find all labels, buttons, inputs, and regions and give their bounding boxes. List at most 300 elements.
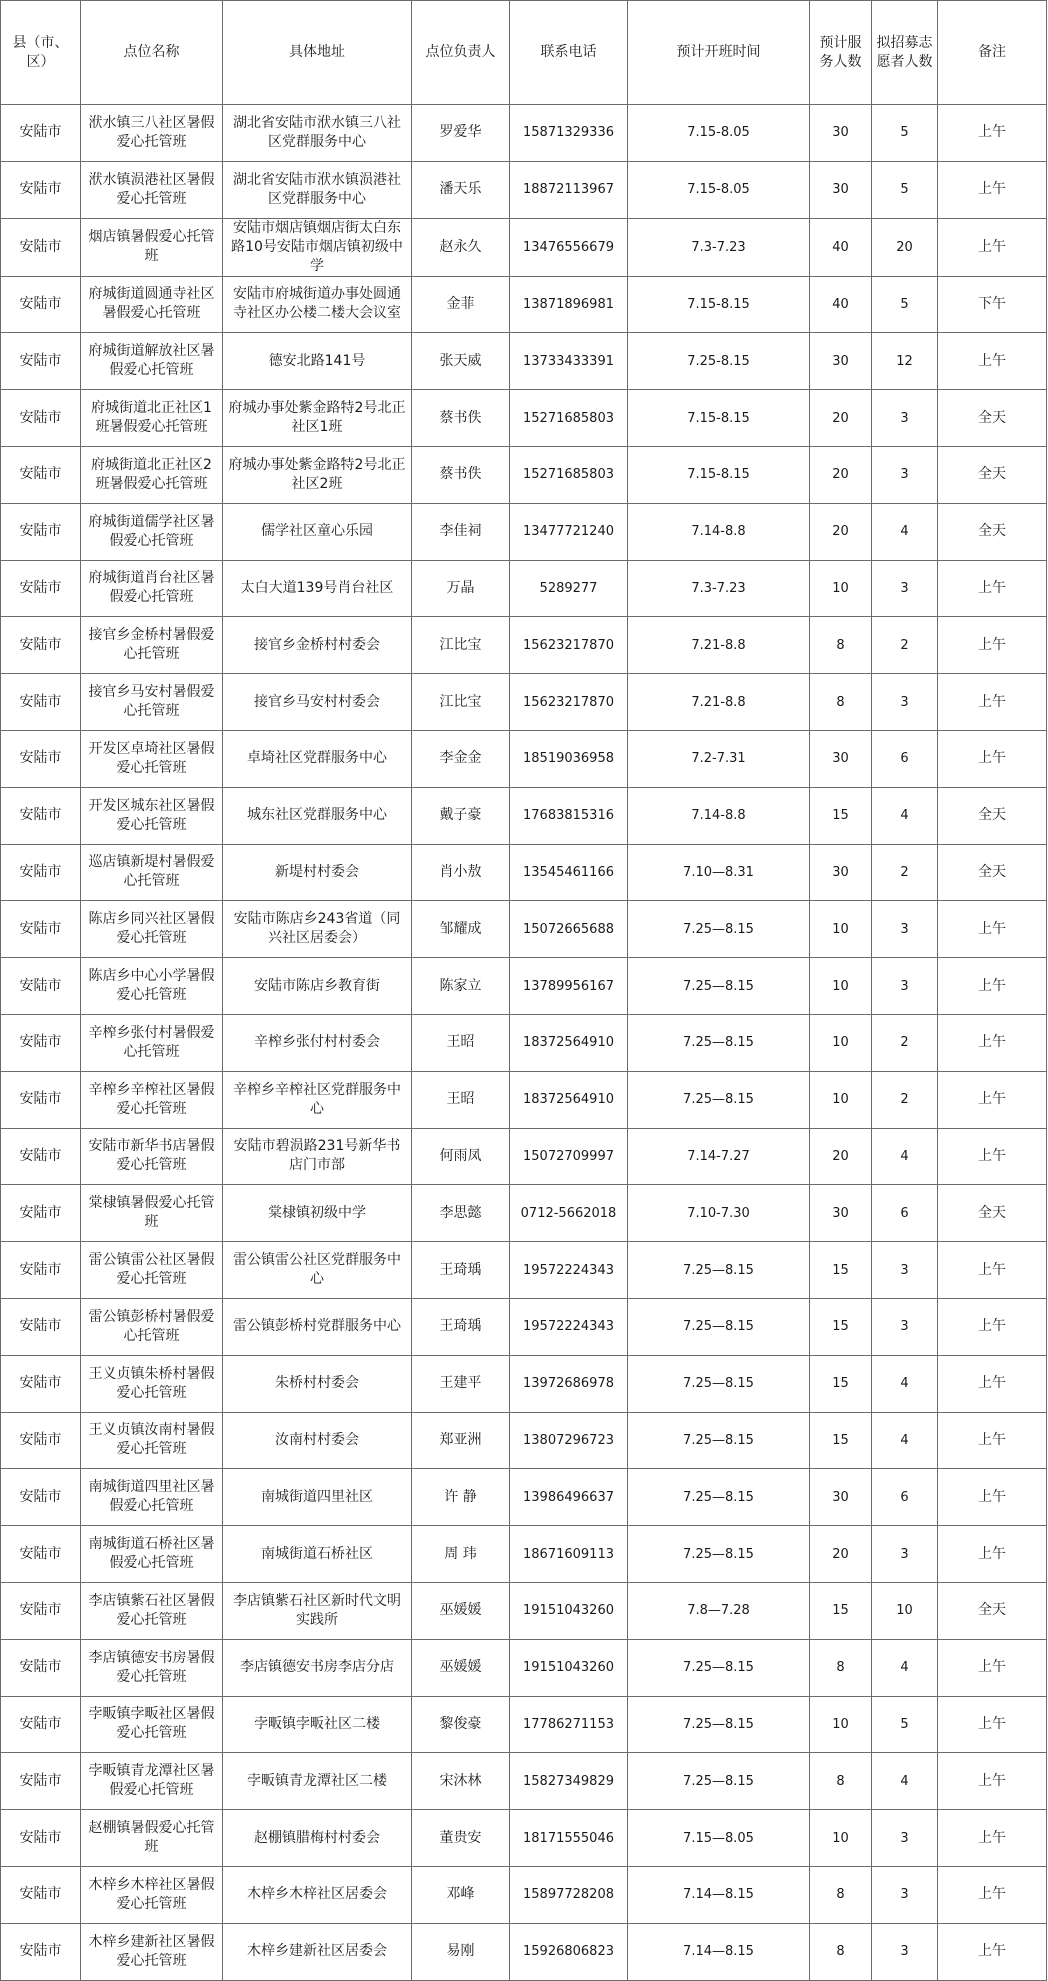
site-name-cell: 陈店乡同兴社区暑假爱心托管班 bbox=[81, 901, 223, 958]
address-cell: 安陆市陈店乡243省道（同兴社区居委会） bbox=[223, 901, 412, 958]
address-cell: 木梓乡建新社区居委会 bbox=[223, 1923, 412, 1980]
start-time-cell: 7.25-8.15 bbox=[628, 333, 810, 390]
contact-person-cell: 宋沐林 bbox=[412, 1753, 510, 1810]
phone-cell: 0712-5662018 bbox=[510, 1185, 628, 1242]
contact-person-cell: 罗爱华 bbox=[412, 105, 510, 162]
start-time-cell: 7.25—8.15 bbox=[628, 1071, 810, 1128]
site-name-cell: 棠棣镇暑假爱心托管班 bbox=[81, 1185, 223, 1242]
remarks-cell: 上午 bbox=[938, 674, 1047, 731]
phone-cell: 13477721240 bbox=[510, 503, 628, 560]
phone-cell: 13545461166 bbox=[510, 844, 628, 901]
table-row bbox=[1, 958, 1047, 1015]
address-cell: 辛榨乡辛榨社区党群服务中心 bbox=[223, 1071, 412, 1128]
site-name-cell: 辛榨乡辛榨社区暑假爱心托管班 bbox=[81, 1071, 223, 1128]
county-cell: 安陆市 bbox=[1, 1014, 81, 1071]
service-count-cell: 10 bbox=[810, 1071, 872, 1128]
volunteer-count-cell: 5 bbox=[872, 105, 938, 162]
volunteer-count-cell: 4 bbox=[872, 1355, 938, 1412]
table-row bbox=[1, 333, 1047, 390]
remarks-cell: 上午 bbox=[938, 1298, 1047, 1355]
phone-cell: 13733433391 bbox=[510, 333, 628, 390]
site-name-cell: 洑水镇三八社区暑假爱心托管班 bbox=[81, 105, 223, 162]
county-cell: 安陆市 bbox=[1, 1412, 81, 1469]
site-name-cell: 南城街道四里社区暑假爱心托管班 bbox=[81, 1469, 223, 1526]
county-cell: 安陆市 bbox=[1, 730, 81, 787]
start-time-cell: 7.14-7.27 bbox=[628, 1128, 810, 1185]
site-name-cell: 赵棚镇暑假爱心托管班 bbox=[81, 1810, 223, 1867]
start-time-cell: 7.25—8.15 bbox=[628, 1412, 810, 1469]
remarks-cell: 上午 bbox=[938, 560, 1047, 617]
phone-cell: 19572224343 bbox=[510, 1242, 628, 1299]
header-service-count: 预计服务人数 bbox=[810, 1, 872, 105]
county-cell: 安陆市 bbox=[1, 1810, 81, 1867]
start-time-cell: 7.14—8.15 bbox=[628, 1923, 810, 1980]
county-cell: 安陆市 bbox=[1, 901, 81, 958]
header-start-time: 预计开班时间 bbox=[628, 1, 810, 105]
start-time-cell: 7.21-8.8 bbox=[628, 674, 810, 731]
address-cell: 安陆市陈店乡教育街 bbox=[223, 958, 412, 1015]
site-name-cell: 接官乡马安村暑假爱心托管班 bbox=[81, 674, 223, 731]
site-name-cell: 开发区城东社区暑假爱心托管班 bbox=[81, 787, 223, 844]
site-name-cell: 接官乡金桥村暑假爱心托管班 bbox=[81, 617, 223, 674]
site-name-cell: 府城街道肖台社区暑假爱心托管班 bbox=[81, 560, 223, 617]
table-row bbox=[1, 844, 1047, 901]
contact-person-cell: 王昭 bbox=[412, 1014, 510, 1071]
county-cell: 安陆市 bbox=[1, 958, 81, 1015]
service-count-cell: 15 bbox=[810, 1582, 872, 1639]
contact-person-cell: 王琦瑀 bbox=[412, 1298, 510, 1355]
phone-cell: 13986496637 bbox=[510, 1469, 628, 1526]
service-count-cell: 20 bbox=[810, 503, 872, 560]
contact-person-cell: 赵永久 bbox=[412, 218, 510, 276]
county-cell: 安陆市 bbox=[1, 674, 81, 731]
county-cell: 安陆市 bbox=[1, 1071, 81, 1128]
contact-person-cell: 李佳祠 bbox=[412, 503, 510, 560]
contact-person-cell: 董贵安 bbox=[412, 1810, 510, 1867]
service-count-cell: 30 bbox=[810, 333, 872, 390]
address-cell: 安陆市烟店镇烟店街太白东路10号安陆市烟店镇初级中学 bbox=[223, 218, 412, 276]
start-time-cell: 7.14—8.15 bbox=[628, 1866, 810, 1923]
remarks-cell: 上午 bbox=[938, 1412, 1047, 1469]
contact-person-cell: 张天威 bbox=[412, 333, 510, 390]
contact-person-cell: 许 静 bbox=[412, 1469, 510, 1526]
contact-person-cell: 陈家立 bbox=[412, 958, 510, 1015]
service-count-cell: 10 bbox=[810, 958, 872, 1015]
volunteer-count-cell: 3 bbox=[872, 1923, 938, 1980]
table-row bbox=[1, 1014, 1047, 1071]
remarks-cell: 全天 bbox=[938, 1582, 1047, 1639]
start-time-cell: 7.25—8.15 bbox=[628, 1355, 810, 1412]
volunteer-count-cell: 5 bbox=[872, 276, 938, 333]
start-time-cell: 7.15-8.05 bbox=[628, 161, 810, 218]
service-count-cell: 8 bbox=[810, 674, 872, 731]
table-row bbox=[1, 1128, 1047, 1185]
start-time-cell: 7.21-8.8 bbox=[628, 617, 810, 674]
county-cell: 安陆市 bbox=[1, 1923, 81, 1980]
volunteer-count-cell: 4 bbox=[872, 1128, 938, 1185]
start-time-cell: 7.2-7.31 bbox=[628, 730, 810, 787]
site-name-cell: 府城街道儒学社区暑假爱心托管班 bbox=[81, 503, 223, 560]
remarks-cell: 上午 bbox=[938, 333, 1047, 390]
remarks-cell: 上午 bbox=[938, 218, 1047, 276]
contact-person-cell: 王琦瑀 bbox=[412, 1242, 510, 1299]
address-cell: 儒学社区童心乐园 bbox=[223, 503, 412, 560]
table-row bbox=[1, 1469, 1047, 1526]
service-count-cell: 40 bbox=[810, 276, 872, 333]
phone-cell: 18171555046 bbox=[510, 1810, 628, 1867]
contact-person-cell: 何雨凤 bbox=[412, 1128, 510, 1185]
county-cell: 安陆市 bbox=[1, 1128, 81, 1185]
contact-person-cell: 巫媛媛 bbox=[412, 1639, 510, 1696]
county-cell: 安陆市 bbox=[1, 105, 81, 162]
remarks-cell: 全天 bbox=[938, 844, 1047, 901]
table-row bbox=[1, 1071, 1047, 1128]
phone-cell: 15271685803 bbox=[510, 390, 628, 447]
site-name-cell: 木梓乡木梓社区暑假爱心托管班 bbox=[81, 1866, 223, 1923]
county-cell: 安陆市 bbox=[1, 1469, 81, 1526]
address-cell: 安陆市碧涢路231号新华书店门市部 bbox=[223, 1128, 412, 1185]
county-cell: 安陆市 bbox=[1, 503, 81, 560]
volunteer-count-cell: 6 bbox=[872, 1185, 938, 1242]
phone-cell: 13871896981 bbox=[510, 276, 628, 333]
address-cell: 李店镇紫石社区新时代文明实践所 bbox=[223, 1582, 412, 1639]
phone-cell: 18372564910 bbox=[510, 1014, 628, 1071]
volunteer-count-cell: 3 bbox=[872, 560, 938, 617]
start-time-cell: 7.3-7.23 bbox=[628, 218, 810, 276]
volunteer-count-cell: 4 bbox=[872, 503, 938, 560]
contact-person-cell: 邹耀成 bbox=[412, 901, 510, 958]
volunteer-count-cell: 4 bbox=[872, 1412, 938, 1469]
start-time-cell: 7.25—8.15 bbox=[628, 1298, 810, 1355]
table-row bbox=[1, 276, 1047, 333]
site-name-cell: 府城街道解放社区暑假爱心托管班 bbox=[81, 333, 223, 390]
address-cell: 朱桥村村委会 bbox=[223, 1355, 412, 1412]
table-row bbox=[1, 1526, 1047, 1583]
county-cell: 安陆市 bbox=[1, 446, 81, 503]
contact-person-cell: 潘天乐 bbox=[412, 161, 510, 218]
service-count-cell: 8 bbox=[810, 1639, 872, 1696]
volunteer-count-cell: 4 bbox=[872, 1753, 938, 1810]
county-cell: 安陆市 bbox=[1, 1639, 81, 1696]
county-cell: 安陆市 bbox=[1, 844, 81, 901]
contact-person-cell: 戴子豪 bbox=[412, 787, 510, 844]
table-row bbox=[1, 390, 1047, 447]
site-name-cell: 洑水镇涢港社区暑假爱心托管班 bbox=[81, 161, 223, 218]
address-cell: 接官乡马安村村委会 bbox=[223, 674, 412, 731]
address-cell: 卓埼社区党群服务中心 bbox=[223, 730, 412, 787]
phone-cell: 15072665688 bbox=[510, 901, 628, 958]
volunteer-count-cell: 4 bbox=[872, 1639, 938, 1696]
county-cell: 安陆市 bbox=[1, 787, 81, 844]
table-row bbox=[1, 787, 1047, 844]
address-cell: 棠棣镇初级中学 bbox=[223, 1185, 412, 1242]
remarks-cell: 全天 bbox=[938, 446, 1047, 503]
contact-person-cell: 蔡书佚 bbox=[412, 390, 510, 447]
volunteer-count-cell: 3 bbox=[872, 1810, 938, 1867]
contact-person-cell: 王昭 bbox=[412, 1071, 510, 1128]
phone-cell: 18671609113 bbox=[510, 1526, 628, 1583]
address-cell: 孛畈镇孛畈社区二楼 bbox=[223, 1696, 412, 1753]
service-count-cell: 20 bbox=[810, 390, 872, 447]
volunteer-count-cell: 3 bbox=[872, 446, 938, 503]
volunteer-count-cell: 3 bbox=[872, 958, 938, 1015]
site-name-cell: 辛榨乡张付村暑假爱心托管班 bbox=[81, 1014, 223, 1071]
volunteer-count-cell: 6 bbox=[872, 730, 938, 787]
address-cell: 汝南村村委会 bbox=[223, 1412, 412, 1469]
contact-person-cell: 周 玮 bbox=[412, 1526, 510, 1583]
service-count-cell: 30 bbox=[810, 730, 872, 787]
county-cell: 安陆市 bbox=[1, 560, 81, 617]
volunteer-count-cell: 2 bbox=[872, 1014, 938, 1071]
address-cell: 雷公镇彭桥村党群服务中心 bbox=[223, 1298, 412, 1355]
address-cell: 雷公镇雷公社区党群服务中心 bbox=[223, 1242, 412, 1299]
phone-cell: 15623217870 bbox=[510, 617, 628, 674]
header-remarks: 备注 bbox=[938, 1, 1047, 105]
remarks-cell: 全天 bbox=[938, 1185, 1047, 1242]
phone-cell: 19572224343 bbox=[510, 1298, 628, 1355]
start-time-cell: 7.25—8.15 bbox=[628, 1014, 810, 1071]
table-row bbox=[1, 503, 1047, 560]
header-phone: 联系电话 bbox=[510, 1, 628, 105]
service-count-cell: 30 bbox=[810, 1469, 872, 1526]
county-cell: 安陆市 bbox=[1, 218, 81, 276]
table-row bbox=[1, 560, 1047, 617]
county-cell: 安陆市 bbox=[1, 1355, 81, 1412]
volunteer-count-cell: 2 bbox=[872, 844, 938, 901]
table-row bbox=[1, 1866, 1047, 1923]
volunteer-count-cell: 5 bbox=[872, 1696, 938, 1753]
contact-person-cell: 蔡书佚 bbox=[412, 446, 510, 503]
site-name-cell: 李店镇德安书房暑假爱心托管班 bbox=[81, 1639, 223, 1696]
county-cell: 安陆市 bbox=[1, 161, 81, 218]
start-time-cell: 7.14-8.8 bbox=[628, 503, 810, 560]
volunteer-count-cell: 20 bbox=[872, 218, 938, 276]
phone-cell: 15871329336 bbox=[510, 105, 628, 162]
table-row bbox=[1, 1810, 1047, 1867]
remarks-cell: 上午 bbox=[938, 730, 1047, 787]
phone-cell: 15072709997 bbox=[510, 1128, 628, 1185]
contact-person-cell: 万晶 bbox=[412, 560, 510, 617]
start-time-cell: 7.15-8.15 bbox=[628, 390, 810, 447]
remarks-cell: 下午 bbox=[938, 276, 1047, 333]
start-time-cell: 7.25—8.15 bbox=[628, 1242, 810, 1299]
remarks-cell: 上午 bbox=[938, 1526, 1047, 1583]
address-cell: 木梓乡木梓社区居委会 bbox=[223, 1866, 412, 1923]
site-name-cell: 王义贞镇汝南村暑假爱心托管班 bbox=[81, 1412, 223, 1469]
service-count-cell: 30 bbox=[810, 161, 872, 218]
service-count-cell: 10 bbox=[810, 1696, 872, 1753]
remarks-cell: 上午 bbox=[938, 901, 1047, 958]
remarks-cell: 上午 bbox=[938, 1639, 1047, 1696]
remarks-cell: 上午 bbox=[938, 1810, 1047, 1867]
service-count-cell: 15 bbox=[810, 787, 872, 844]
county-cell: 安陆市 bbox=[1, 1696, 81, 1753]
phone-cell: 15623217870 bbox=[510, 674, 628, 731]
start-time-cell: 7.8—7.28 bbox=[628, 1582, 810, 1639]
site-name-cell: 巡店镇新堤村暑假爱心托管班 bbox=[81, 844, 223, 901]
service-count-cell: 15 bbox=[810, 1412, 872, 1469]
address-cell: 城东社区党群服务中心 bbox=[223, 787, 412, 844]
site-name-cell: 安陆市新华书店暑假爱心托管班 bbox=[81, 1128, 223, 1185]
table-row bbox=[1, 1242, 1047, 1299]
service-count-cell: 30 bbox=[810, 1185, 872, 1242]
phone-cell: 17786271153 bbox=[510, 1696, 628, 1753]
table-row bbox=[1, 1639, 1047, 1696]
volunteer-count-cell: 3 bbox=[872, 1866, 938, 1923]
address-cell: 湖北省安陆市洑水镇涢港社区党群服务中心 bbox=[223, 161, 412, 218]
remarks-cell: 上午 bbox=[938, 1014, 1047, 1071]
phone-cell: 13972686978 bbox=[510, 1355, 628, 1412]
remarks-cell: 上午 bbox=[938, 1469, 1047, 1526]
header-county: 县（市、区） bbox=[1, 1, 81, 105]
header-contact-person: 点位负责人 bbox=[412, 1, 510, 105]
table-row bbox=[1, 446, 1047, 503]
phone-cell: 15827349829 bbox=[510, 1753, 628, 1810]
address-cell: 赵棚镇腊梅村村委会 bbox=[223, 1810, 412, 1867]
volunteer-count-cell: 2 bbox=[872, 1071, 938, 1128]
contact-person-cell: 金菲 bbox=[412, 276, 510, 333]
site-name-cell: 雷公镇雷公社区暑假爱心托管班 bbox=[81, 1242, 223, 1299]
county-cell: 安陆市 bbox=[1, 1298, 81, 1355]
address-cell: 德安北路141号 bbox=[223, 333, 412, 390]
remarks-cell: 上午 bbox=[938, 958, 1047, 1015]
table-row bbox=[1, 617, 1047, 674]
address-cell: 接官乡金桥村村委会 bbox=[223, 617, 412, 674]
address-cell: 安陆市府城街道办事处圆通寺社区办公楼二楼大会议室 bbox=[223, 276, 412, 333]
phone-cell: 15271685803 bbox=[510, 446, 628, 503]
table-row bbox=[1, 1412, 1047, 1469]
volunteer-count-cell: 12 bbox=[872, 333, 938, 390]
phone-cell: 18872113967 bbox=[510, 161, 628, 218]
phone-cell: 17683815316 bbox=[510, 787, 628, 844]
start-time-cell: 7.15-8.15 bbox=[628, 276, 810, 333]
site-name-cell: 南城街道石桥社区暑假爱心托管班 bbox=[81, 1526, 223, 1583]
remarks-cell: 全天 bbox=[938, 787, 1047, 844]
start-time-cell: 7.25—8.15 bbox=[628, 1696, 810, 1753]
start-time-cell: 7.25—8.15 bbox=[628, 901, 810, 958]
phone-cell: 19151043260 bbox=[510, 1582, 628, 1639]
phone-cell: 18519036958 bbox=[510, 730, 628, 787]
service-count-cell: 8 bbox=[810, 617, 872, 674]
remarks-cell: 上午 bbox=[938, 161, 1047, 218]
start-time-cell: 7.25—8.15 bbox=[628, 958, 810, 1015]
address-cell: 太白大道139号肖台社区 bbox=[223, 560, 412, 617]
remarks-cell: 上午 bbox=[938, 1242, 1047, 1299]
site-name-cell: 府城街道圆通寺社区暑假爱心托管班 bbox=[81, 276, 223, 333]
volunteer-count-cell: 3 bbox=[872, 1242, 938, 1299]
phone-cell: 19151043260 bbox=[510, 1639, 628, 1696]
site-name-cell: 李店镇紫石社区暑假爱心托管班 bbox=[81, 1582, 223, 1639]
volunteer-count-cell: 3 bbox=[872, 1298, 938, 1355]
county-cell: 安陆市 bbox=[1, 617, 81, 674]
remarks-cell: 上午 bbox=[938, 1355, 1047, 1412]
county-cell: 安陆市 bbox=[1, 1582, 81, 1639]
phone-cell: 18372564910 bbox=[510, 1071, 628, 1128]
county-cell: 安陆市 bbox=[1, 1242, 81, 1299]
service-count-cell: 30 bbox=[810, 105, 872, 162]
address-cell: 辛榨乡张付村村委会 bbox=[223, 1014, 412, 1071]
table-row bbox=[1, 730, 1047, 787]
start-time-cell: 7.10-7.30 bbox=[628, 1185, 810, 1242]
address-cell: 南城街道四里社区 bbox=[223, 1469, 412, 1526]
start-time-cell: 7.15—8.05 bbox=[628, 1810, 810, 1867]
site-name-cell: 府城街道北正社区2班暑假爱心托管班 bbox=[81, 446, 223, 503]
address-cell: 新堤村村委会 bbox=[223, 844, 412, 901]
table-row bbox=[1, 674, 1047, 731]
site-name-cell: 开发区卓埼社区暑假爱心托管班 bbox=[81, 730, 223, 787]
contact-person-cell: 黎俊豪 bbox=[412, 1696, 510, 1753]
start-time-cell: 7.15-8.15 bbox=[628, 446, 810, 503]
address-cell: 李店镇德安书房李店分店 bbox=[223, 1639, 412, 1696]
remarks-cell: 上午 bbox=[938, 1696, 1047, 1753]
remarks-cell: 上午 bbox=[938, 1071, 1047, 1128]
phone-cell: 15926806823 bbox=[510, 1923, 628, 1980]
start-time-cell: 7.3-7.23 bbox=[628, 560, 810, 617]
site-name-cell: 府城街道北正社区1班暑假爱心托管班 bbox=[81, 390, 223, 447]
phone-cell: 13807296723 bbox=[510, 1412, 628, 1469]
county-cell: 安陆市 bbox=[1, 1753, 81, 1810]
table-row bbox=[1, 1355, 1047, 1412]
service-count-cell: 15 bbox=[810, 1298, 872, 1355]
contact-person-cell: 王建平 bbox=[412, 1355, 510, 1412]
remarks-cell: 上午 bbox=[938, 1128, 1047, 1185]
service-count-cell: 8 bbox=[810, 1866, 872, 1923]
remarks-cell: 全天 bbox=[938, 390, 1047, 447]
service-count-cell: 10 bbox=[810, 901, 872, 958]
site-name-cell: 孛畈镇孛畈社区暑假爱心托管班 bbox=[81, 1696, 223, 1753]
service-count-cell: 8 bbox=[810, 1923, 872, 1980]
county-cell: 安陆市 bbox=[1, 333, 81, 390]
table-row bbox=[1, 1696, 1047, 1753]
contact-person-cell: 李金金 bbox=[412, 730, 510, 787]
service-count-cell: 15 bbox=[810, 1355, 872, 1412]
site-name-cell: 陈店乡中心小学暑假爱心托管班 bbox=[81, 958, 223, 1015]
table-row bbox=[1, 1298, 1047, 1355]
header-row bbox=[1, 1, 1047, 105]
contact-person-cell: 肖小敖 bbox=[412, 844, 510, 901]
table-row bbox=[1, 161, 1047, 218]
address-cell: 府城办事处紫金路特2号北正社区2班 bbox=[223, 446, 412, 503]
address-cell: 孛畈镇青龙潭社区二楼 bbox=[223, 1753, 412, 1810]
site-name-cell: 烟店镇暑假爱心托管班 bbox=[81, 218, 223, 276]
remarks-cell: 上午 bbox=[938, 617, 1047, 674]
header-address: 具体地址 bbox=[223, 1, 412, 105]
service-count-cell: 10 bbox=[810, 1014, 872, 1071]
service-count-cell: 10 bbox=[810, 1810, 872, 1867]
start-time-cell: 7.25—8.15 bbox=[628, 1469, 810, 1526]
county-cell: 安陆市 bbox=[1, 390, 81, 447]
remarks-cell: 全天 bbox=[938, 503, 1047, 560]
contact-person-cell: 江比宝 bbox=[412, 674, 510, 731]
start-time-cell: 7.25—8.15 bbox=[628, 1753, 810, 1810]
address-cell: 府城办事处紫金路特2号北正社区1班 bbox=[223, 390, 412, 447]
county-cell: 安陆市 bbox=[1, 1526, 81, 1583]
service-count-cell: 20 bbox=[810, 1526, 872, 1583]
service-count-cell: 20 bbox=[810, 1128, 872, 1185]
contact-person-cell: 郑亚洲 bbox=[412, 1412, 510, 1469]
remarks-cell: 上午 bbox=[938, 1923, 1047, 1980]
table-row bbox=[1, 1923, 1047, 1980]
start-time-cell: 7.10—8.31 bbox=[628, 844, 810, 901]
header-site-name: 点位名称 bbox=[81, 1, 223, 105]
volunteer-count-cell: 3 bbox=[872, 901, 938, 958]
service-count-cell: 40 bbox=[810, 218, 872, 276]
volunteer-count-cell: 10 bbox=[872, 1582, 938, 1639]
contact-person-cell: 江比宝 bbox=[412, 617, 510, 674]
site-name-cell: 王义贞镇朱桥村暑假爱心托管班 bbox=[81, 1355, 223, 1412]
volunteer-count-cell: 5 bbox=[872, 161, 938, 218]
phone-cell: 13789956167 bbox=[510, 958, 628, 1015]
